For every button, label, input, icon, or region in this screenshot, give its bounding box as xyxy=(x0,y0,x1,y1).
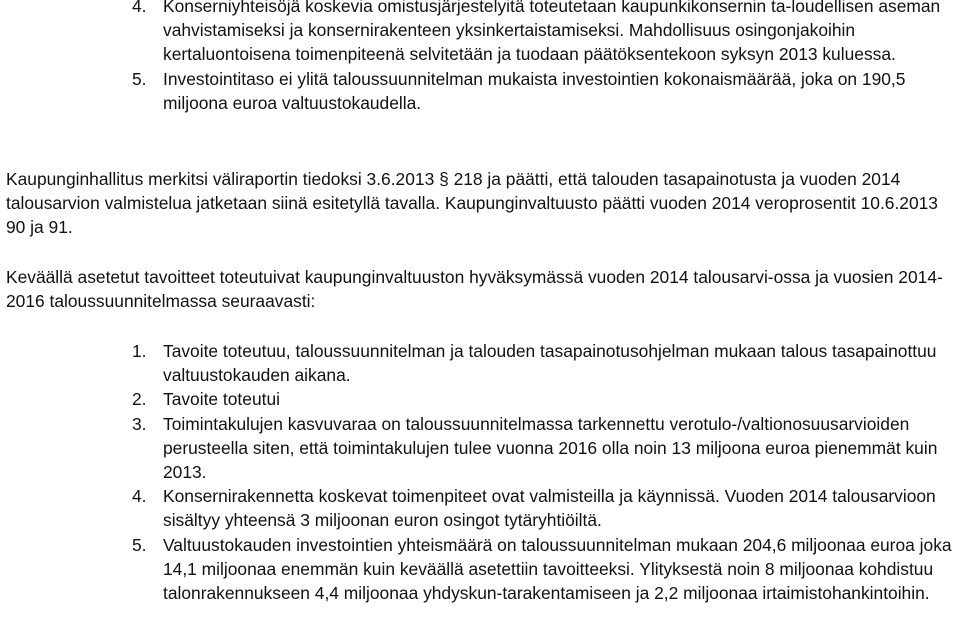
list-item-text: Tavoite toteutui xyxy=(163,389,280,410)
list-item-number: 2. xyxy=(132,389,147,410)
list-item-number: 4. xyxy=(132,0,147,16)
list-item-text: Tavoite toteutuu, taloussuunnitelman ja talouden tasapainotusohjelman mukaan talous tasapainottuu valtuustokauden aikana. xyxy=(163,341,937,386)
list-item-text: Konserniyhteisöjä koskevia omistusjärjestelyitä toteutetaan kaupunkikonsernin ta-loudellisen aseman vahvistamiseksi ja konsernirakenteen yksinkertaistamiseksi. Mahdollisuus osingonjakoihin kertaluontoisena toimenpiteenä selvitetään ja tuodaan päätöksentekoon syksyn 2013 kuluessa. xyxy=(163,0,941,65)
list-item xyxy=(132,339,952,387)
list-item xyxy=(132,412,952,485)
numbered-list-goals xyxy=(132,339,952,605)
list-item-number: 5. xyxy=(132,68,147,89)
list-item xyxy=(132,484,952,532)
paragraph-decision: Kaupunginhallitus merkitsi väliraportin tiedoksi 3.6.2013 § 218 ja päätti, että talouden tasapainotusta ja vuoden 2014 talousarvion valmistelua jatketaan siinä esitetyllä tavalla. Kaupunginvaltuusto päätti vuoden 2014 veroprosentit 10.6.2013 90 ja 91. xyxy=(6,169,938,238)
list-item-text: Toimintakulujen kasvuvaraa on taloussuunnitelmassa tarkennettu verotulo-/valtionosuusarvioiden perusteella siten, että toimintakulujen tulee vuonna 2016 olla noin 13 miljoona euroa pienemmät kuin 2013. xyxy=(163,413,938,483)
list-item-number: 4. xyxy=(132,486,147,507)
list-item-text: Konsernirakennetta koskevat toimenpiteet ovat valmisteilla ja käynnissä. Vuoden 2014 talousarvioon sisältyy yhteensä 3 miljoonan euron osingot tytäryhtiöiltä. xyxy=(163,486,936,531)
list-item-number: 3. xyxy=(132,413,147,434)
list-item-text: Valtuustokauden investointien yhteismäärä on taloussuunnitelman mukaan 204,6 miljoonaa euroa joka 14,1 miljoonaa enemmän kuin keväällä asetettiin tavoitteeksi. Ylityksestä noin 8 miljoonaa kohdistuu talonrakennukseen 4,4 miljoonaa yhdyskun-tarakentamiseen ja 2,2 miljoonaa irtaimistohankintoihin. xyxy=(163,534,952,604)
list-item xyxy=(132,0,952,67)
paragraph-goals-intro: Keväällä asetetut tavoitteet toteutuivat kaupunginvaltuuston hyväksymässä vuoden 2014 talousarvi-ossa ja vuosien 2014-2016 taloussuunnitelmassa seuraavasti: xyxy=(6,267,943,312)
numbered-list-top xyxy=(132,0,952,115)
list-item-number: 1. xyxy=(132,341,147,361)
list-item xyxy=(132,67,952,115)
list-item xyxy=(132,533,952,606)
list-item xyxy=(132,387,952,411)
list-item-number: 5. xyxy=(132,534,147,555)
list-item-text: Investointitaso ei ylitä taloussuunnitelman mukaista investointien kokonaismäärää, joka on 190,5 miljoona euroa valtuustokaudella. xyxy=(163,68,906,113)
